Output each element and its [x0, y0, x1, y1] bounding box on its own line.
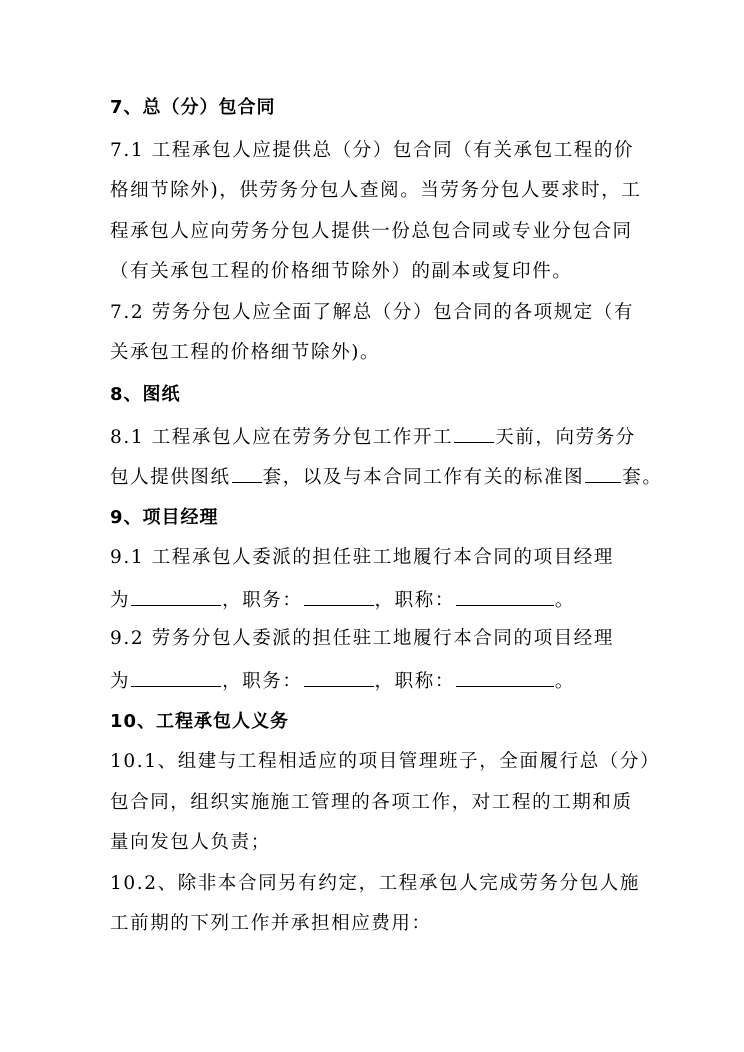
clause-8-1-text-a: 8.1 工程承包人应在劳务分包工作开工	[110, 427, 454, 448]
clause-7-1-line-2: 格细节除外)，供劳务分包人查阅。当劳务分包人要求时，工	[110, 180, 642, 201]
clause-9-2-text-c: ，职称：	[374, 671, 455, 692]
clause-8-1-text-d: 套，以及与本合同工作有关的标准图	[262, 467, 585, 488]
clause-8-1-text-c: 包人提供图纸	[110, 467, 231, 488]
clause-10-2-line-1: 10.2、除非本合同另有约定，工程承包人完成劳务分包人施	[110, 873, 640, 894]
section-10-heading: 10、工程承包人义务	[110, 711, 290, 732]
clause-9-2-text-b: ，职务：	[222, 671, 303, 692]
clause-8-1-line-1	[110, 424, 636, 450]
clause-8-1-line-2	[110, 464, 662, 490]
standard-drawing-sets-blank	[585, 464, 621, 483]
clause-9-1-line-2	[110, 587, 575, 613]
sub-manager-title-blank	[456, 668, 554, 687]
clause-7-1-line-1: 7.1 工程承包人应提供总（分）包合同（有关承包工程的价	[110, 140, 635, 161]
drawing-sets-blank	[232, 464, 262, 483]
manager-position-blank	[304, 587, 374, 606]
sub-manager-name-blank	[131, 668, 221, 687]
section-9-heading: 9、项目经理	[110, 507, 219, 528]
clause-9-2-line-1: 9.2 劳务分包人委派的担任驻工地履行本合同的项目经理	[110, 628, 615, 649]
clause-9-2-text-d: 。	[554, 671, 576, 692]
clause-10-1-line-1: 10.1、组建与工程相适应的项目管理班子，全面履行总（分）	[110, 751, 661, 772]
clause-9-1-line-1: 9.1 工程承包人委派的担任驻工地履行本合同的项目经理	[110, 547, 615, 568]
clause-10-1-line-3: 量向发包人负责；	[110, 832, 271, 853]
clause-8-1-text-b: 天前，向劳务分	[495, 427, 636, 448]
clause-10-2-line-2: 工前期的下列工作并承担相应费用：	[110, 913, 432, 934]
clause-9-1-text-c: ，职称：	[374, 590, 455, 611]
clause-10-1-line-2: 包合同，组织实施施工管理的各项工作，对工程的工期和质	[110, 792, 633, 813]
clause-9-1-text-a: 为	[110, 590, 131, 611]
days-blank	[454, 424, 494, 443]
clause-7-2-line-1: 7.2 劳务分包人应全面了解总（分）包合同的各项规定（有	[110, 302, 635, 323]
section-8-heading: 8、图纸	[110, 384, 181, 405]
clause-7-1-line-4: （有关承包工程的价格细节除外）的副本或复印件。	[110, 261, 573, 282]
clause-8-1-text-e: 套。	[622, 467, 663, 488]
section-7-heading: 7、总（分）包合同	[110, 97, 276, 118]
sub-manager-position-blank	[304, 668, 374, 687]
clause-7-2-line-2: 关承包工程的价格细节除外)。	[110, 342, 381, 363]
clause-7-1-line-3: 程承包人应向劳务分包人提供一份总包合同或专业分包合同	[110, 221, 633, 242]
clause-9-2-text-a: 为	[110, 671, 131, 692]
manager-name-blank	[131, 587, 221, 606]
clause-9-2-line-2	[110, 668, 575, 694]
clause-9-1-text-d: 。	[554, 590, 576, 611]
clause-9-1-text-b: ，职务：	[222, 590, 303, 611]
manager-title-blank	[456, 587, 554, 606]
